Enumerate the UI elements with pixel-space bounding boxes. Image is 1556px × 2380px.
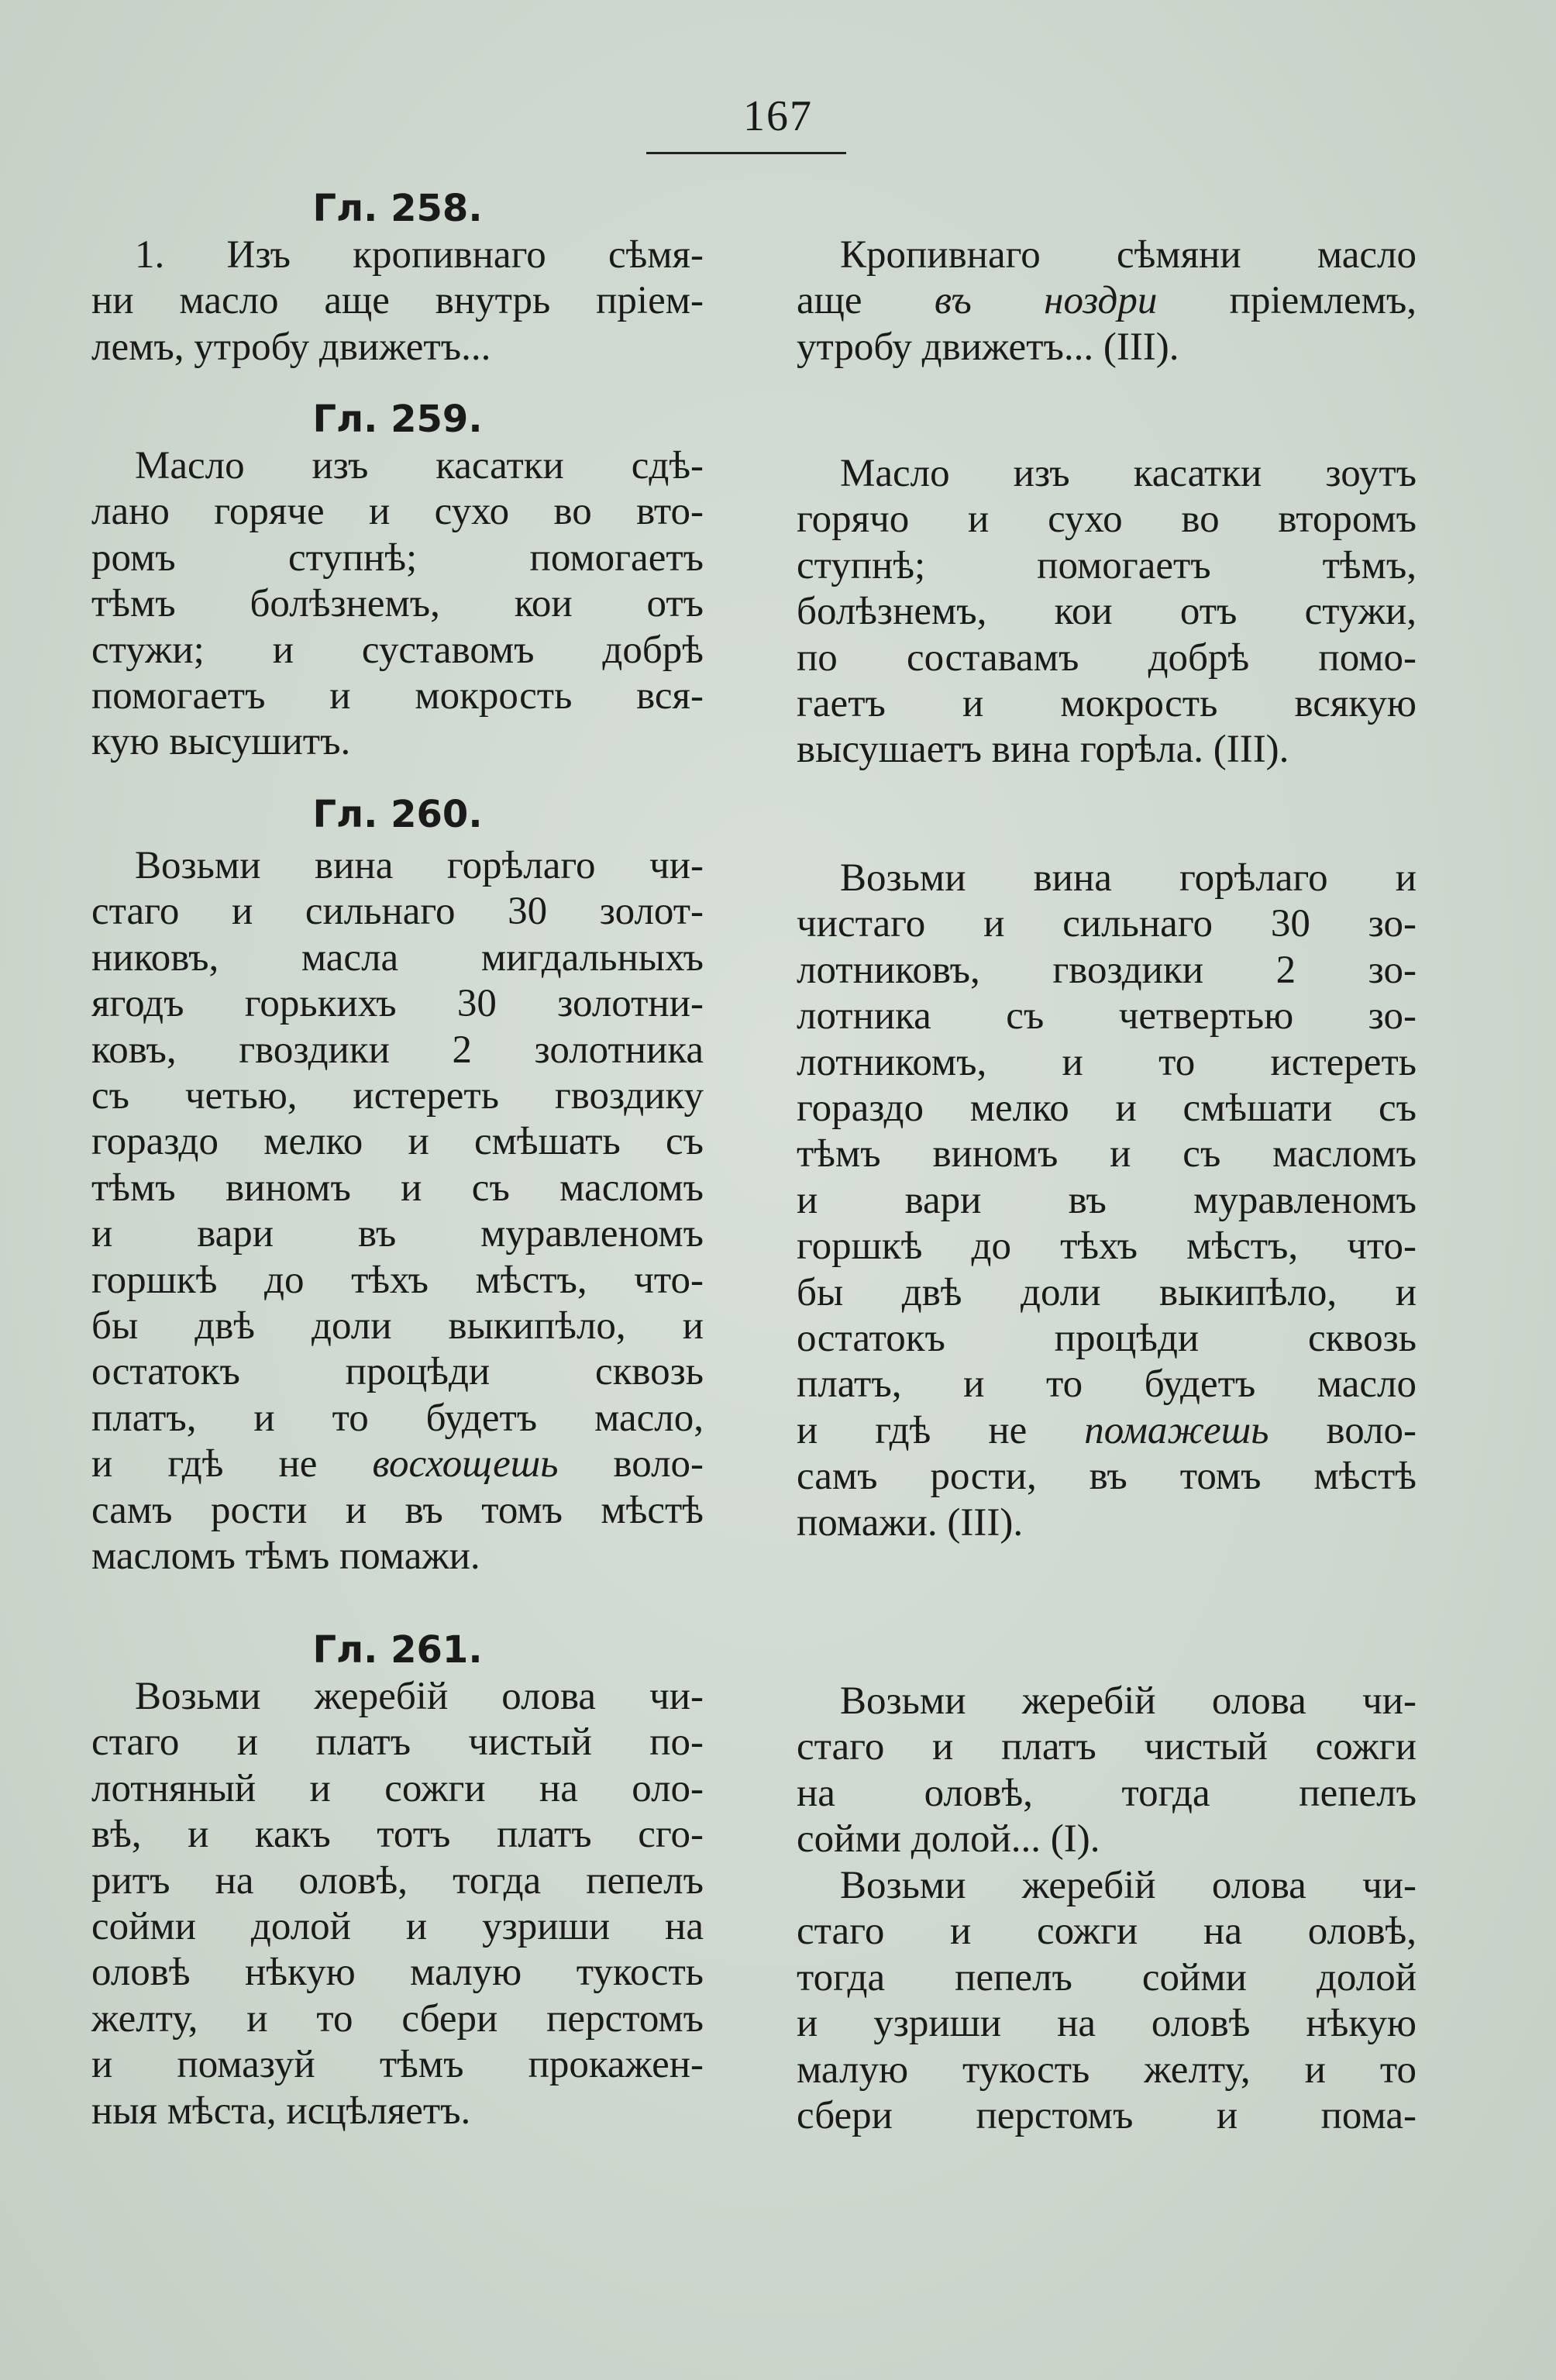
- text-line: ныя мѣста, исцѣляетъ.: [91, 2089, 471, 2133]
- text-line: на оловѣ, тогда пепелъ: [797, 1771, 1417, 1815]
- variant-258: [797, 232, 1417, 370]
- text-line: высушаетъ вина горѣла. (III).: [797, 728, 1289, 772]
- text-line: лемъ, утробу движетъ...: [91, 325, 491, 369]
- variant-text: [797, 1679, 1417, 1863]
- chapter-heading: Гл. 258.: [312, 187, 483, 230]
- text-line: бы двѣ доли выкипѣло, и: [91, 1304, 704, 1348]
- text-line: тѣмъ болѣзнемъ, кои отъ: [91, 582, 704, 626]
- text-line: Кропивнаго сѣмяни масло: [840, 233, 1417, 277]
- text-line: никовъ, масла мигдальныхъ: [91, 935, 704, 980]
- text-line: Возьми жеребій олова чи-: [135, 1675, 704, 1718]
- variant-261-a: [797, 1679, 1417, 1863]
- text-line: Масло изъ касатки сдѣ-: [135, 444, 704, 487]
- text-line: ромъ ступнѣ; помогаетъ: [91, 536, 704, 580]
- text-line: и вари въ муравленомъ: [91, 1212, 704, 1256]
- text-line: масломъ тѣмъ помажи.: [91, 1534, 480, 1579]
- chapter-text: [91, 232, 704, 370]
- text-line: лотникомъ, и то истереть: [797, 1040, 1417, 1084]
- chapter-259: [91, 395, 704, 766]
- chapter-261: [91, 1626, 704, 2134]
- page-number-rule: [646, 152, 846, 154]
- chapter-260: [91, 790, 704, 1580]
- text-line: 1. Изъ кропивнаго сѣмя-: [135, 233, 704, 277]
- variant-text: [797, 451, 1417, 773]
- text-line: платъ, и то будетъ масло,: [91, 1396, 704, 1440]
- text-line: ритъ на оловѣ, тогда пепелъ: [91, 1858, 704, 1903]
- text-line: сбери перстомъ и пома-: [797, 2094, 1417, 2138]
- text-line: оловѣ нѣкую малую тукость: [91, 1951, 704, 1995]
- text-fragment: воло-: [1269, 1408, 1417, 1452]
- text-line: утробу движетъ... (III).: [797, 325, 1179, 369]
- text-line: лотниковъ, гвоздики 2 зо-: [797, 948, 1417, 992]
- text-line: Масло изъ касатки зоутъ: [840, 452, 1417, 495]
- text-line: тѣмъ виномъ и съ масломъ: [91, 1166, 704, 1210]
- text-line: съ четью, истереть гвоздику: [91, 1074, 704, 1118]
- text-line: платъ, и то будетъ масло: [797, 1362, 1417, 1407]
- text-line: и узриши на оловѣ нѣкую: [797, 2002, 1417, 2046]
- text-line: Возьми жеребій олова чи-: [840, 1679, 1417, 1723]
- text-line: помажи. (III).: [797, 1500, 1024, 1545]
- text-line: тогда пепелъ сойми долой: [797, 1955, 1417, 1999]
- text-line: горшкѣ до тѣхъ мѣстъ, что-: [797, 1224, 1417, 1269]
- text-line: гаетъ и мокрость всякую: [797, 682, 1417, 726]
- text-line: стаго и платъ чистый по-: [91, 1720, 704, 1765]
- text-line: самъ рости и въ томъ мѣстѣ: [91, 1488, 704, 1532]
- text-line: Возьми жеребій олова чи-: [840, 1864, 1417, 1907]
- text-line: сойми долой и узриши на: [91, 1905, 704, 1949]
- text-line: [91, 1441, 704, 1487]
- text-line: бы двѣ доли выкипѣло, и: [797, 1270, 1417, 1314]
- text-line: желту, и то сбери перстомъ: [91, 1996, 704, 2041]
- italic-word: восхощешь: [372, 1442, 559, 1486]
- variant-text: [797, 1863, 1417, 2139]
- chapter-text: [91, 1674, 704, 2134]
- text-line: стаго и сожги на оловѣ,: [797, 1910, 1417, 1954]
- text-fragment: воло-: [558, 1442, 704, 1486]
- text-line: стаго и сильнаго 30 золот-: [91, 890, 704, 934]
- text-line: по составамъ добрѣ помо-: [797, 635, 1417, 680]
- text-line: малую тукость желту, и то: [797, 2048, 1417, 2092]
- page-number: 167: [743, 92, 813, 140]
- text-fragment: и гдѣ не: [797, 1408, 1085, 1452]
- text-line: самъ рости, въ томъ мѣстѣ: [797, 1455, 1417, 1499]
- text-line: кую высушитъ.: [91, 720, 351, 764]
- chapter-heading: Гл. 259.: [312, 398, 483, 441]
- text-line: горячо и сухо во второмъ: [797, 498, 1417, 542]
- text-fragment: и гдѣ не: [91, 1442, 373, 1486]
- text-line: вѣ, и какъ тотъ платъ сго-: [91, 1813, 704, 1857]
- chapter-258: [91, 184, 704, 370]
- variant-text: [797, 232, 1417, 370]
- text-line: остатокъ процѣди сквозь: [91, 1350, 704, 1394]
- text-line: Возьми вина горѣлаго и: [840, 856, 1417, 900]
- text-line: тѣмъ виномъ и съ масломъ: [797, 1132, 1417, 1176]
- text-fragment: пріемлемъ,: [1157, 279, 1417, 323]
- italic-word: помажешь: [1084, 1408, 1269, 1452]
- italic-word: въ ноздри: [934, 279, 1158, 323]
- text-line: [797, 278, 1417, 324]
- text-line: гораздо мелко и смѣшать съ: [91, 1120, 704, 1164]
- text-line: стаго и платъ чистый сожги: [797, 1725, 1417, 1769]
- chapter-text: [91, 443, 704, 766]
- text-line: чистаго и сильнаго 30 зо-: [797, 902, 1417, 946]
- text-line: ковъ, гвоздики 2 золотника: [91, 1028, 704, 1072]
- variant-261-b: [797, 1863, 1417, 2139]
- chapter-heading: Гл. 260.: [312, 793, 483, 836]
- text-line: [797, 1408, 1417, 1454]
- text-line: ступнѣ; помогаетъ тѣмъ,: [797, 543, 1417, 587]
- text-line: стужи; и суставомъ добрѣ: [91, 628, 704, 672]
- text-line: лотняный и сожги на оло-: [91, 1766, 704, 1810]
- text-line: сойми долой... (I).: [797, 1817, 1100, 1862]
- variant-260: [797, 856, 1417, 1546]
- text-line: лано горяче и сухо во вто-: [91, 490, 704, 534]
- text-line: лотника съ четвертью зо-: [797, 994, 1417, 1038]
- chapter-text: [91, 843, 704, 1580]
- text-line: гораздо мелко и смѣшати съ: [797, 1087, 1417, 1131]
- text-line: остатокъ процѣди сквозь: [797, 1317, 1417, 1361]
- chapter-heading: Гл. 261.: [312, 1628, 483, 1672]
- text-line: болѣзнемъ, кои отъ стужи,: [797, 590, 1417, 634]
- variant-259: [797, 451, 1417, 773]
- text-line: горшкѣ до тѣхъ мѣстъ, что-: [91, 1258, 704, 1302]
- text-line: помогаетъ и мокрость вся-: [91, 674, 704, 718]
- text-line: и вари въ муравленомъ: [797, 1178, 1417, 1222]
- text-fragment: аще: [797, 279, 935, 323]
- text-line: ни масло аще внутрь пріем-: [91, 279, 704, 323]
- text-line: и помазуй тѣмъ прокажен-: [91, 2043, 704, 2087]
- variant-text: [797, 856, 1417, 1546]
- text-line: ягодъ горькихъ 30 золотни-: [91, 982, 704, 1026]
- text-line: Возьми вина горѣлаго чи-: [135, 844, 704, 887]
